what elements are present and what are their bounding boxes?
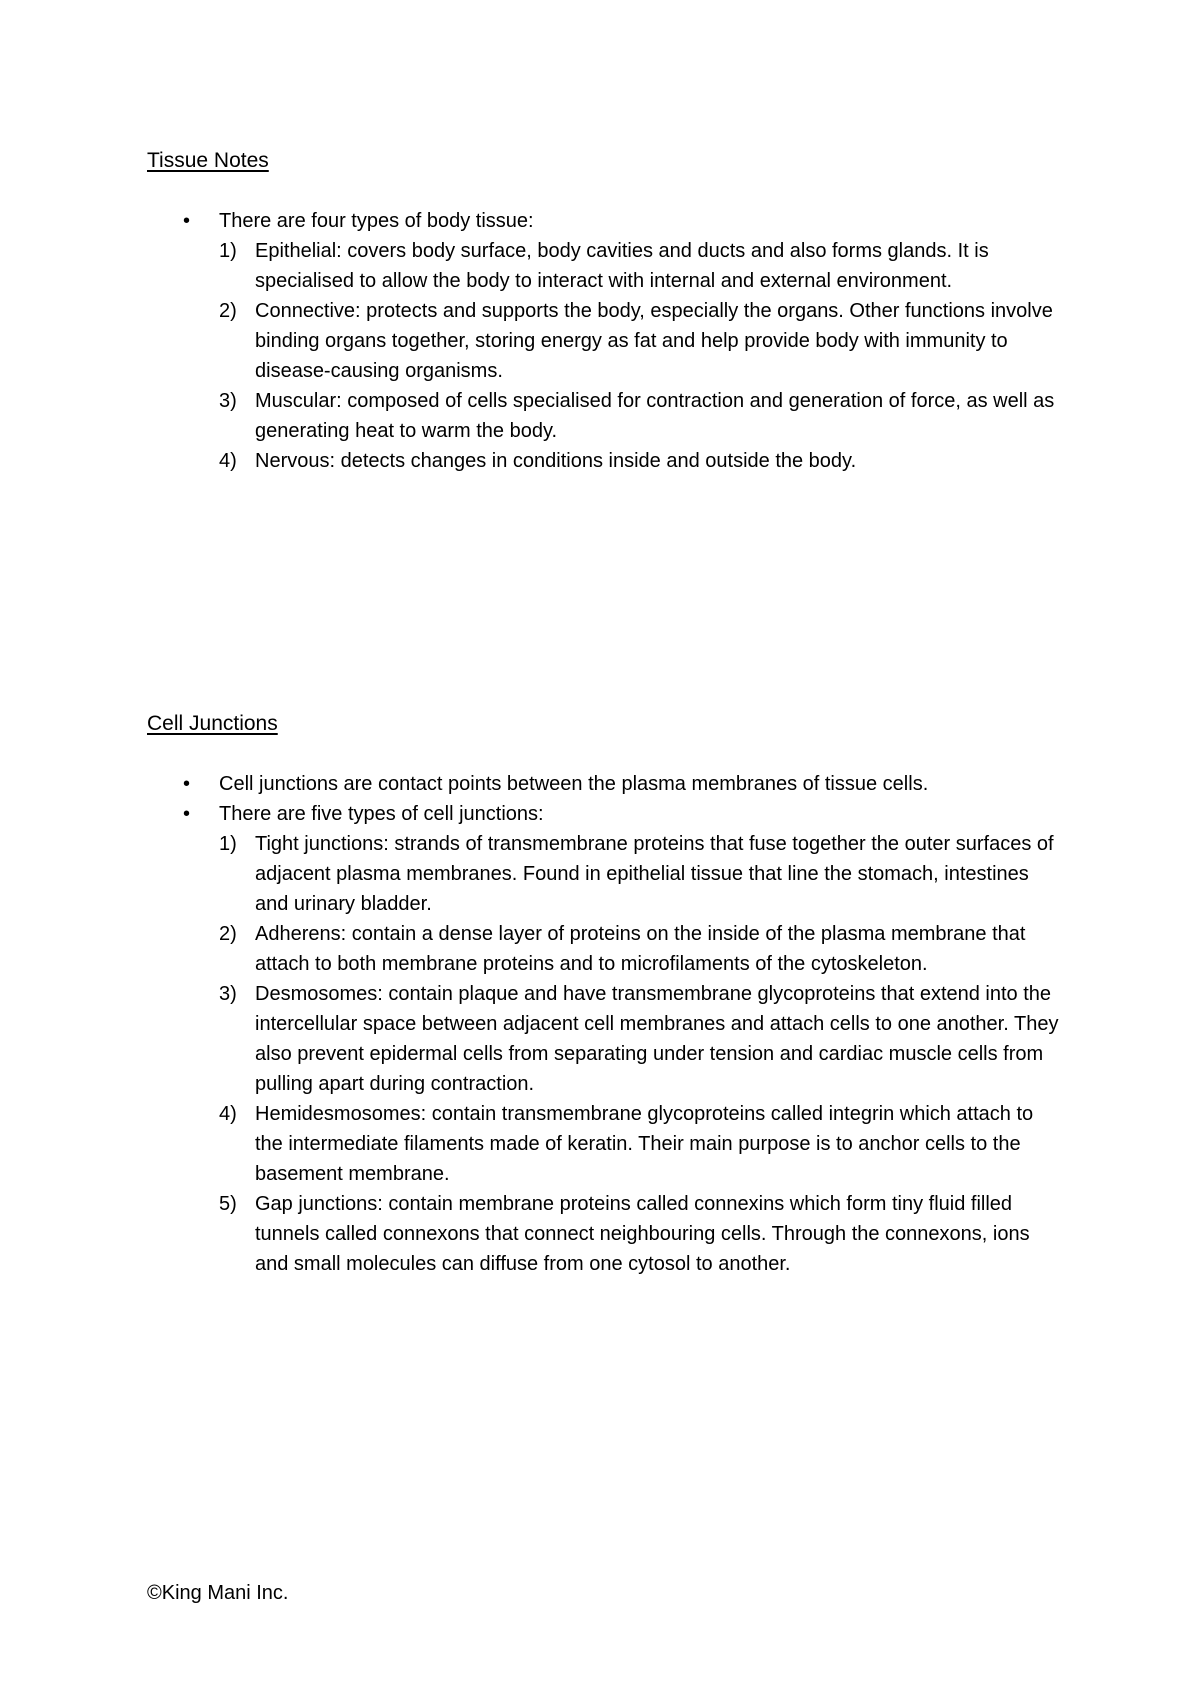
bullet-item: • Cell junctions are contact points between the plasma membranes of tissue cells. <box>147 769 1067 799</box>
list-item <box>147 446 1067 476</box>
copyright-footer: ©King Mani Inc. <box>147 1582 289 1604</box>
tissue-types-list <box>147 236 1067 476</box>
list-item-text: Epithelial: covers body surface, body cavities and ducts and also forms glands. It is specialised to allow the body to interact with internal and external environment. <box>255 240 989 292</box>
cell-junctions-section <box>147 709 1067 1279</box>
list-item <box>147 919 1067 979</box>
list-item-text: Hemidesmosomes: contain transmembrane glycoproteins called integrin which attach to the intermediate filaments made of keratin. Their main purpose is to anchor cells to the basement membrane. <box>255 1103 1034 1185</box>
tissue-notes-section <box>147 146 1067 476</box>
list-item <box>147 296 1067 386</box>
list-number: 3) <box>219 390 237 412</box>
list-item <box>147 979 1067 1099</box>
list-item-text: Desmosomes: contain plaque and have transmembrane glycoproteins that extend into the intercellular space between adjacent cell membranes and attach cells to one another. They also prevent epidermal cells from separating under tension and cardiac muscle cells from pulling apart during contraction. <box>255 983 1059 1095</box>
list-item-text: Muscular: composed of cells specialised for contraction and generation of force, as well as generating heat to warm the body. <box>255 390 1055 442</box>
cell-junctions-heading: Cell Junctions <box>147 712 278 735</box>
tissue-bullet-list <box>147 206 1067 236</box>
list-item <box>147 829 1067 919</box>
list-item-text: Adherens: contain a dense layer of proteins on the inside of the plasma membrane that attach to both membrane proteins and to microfilaments of the cytoskeleton. <box>255 923 1026 975</box>
junctions-bullet-list <box>147 769 1067 829</box>
list-item-text: Gap junctions: contain membrane proteins called connexins which form tiny fluid filled tunnels called connexons that connect neighbouring cells. Through the connexons, ions and small molecules can diffuse from one cytosol to another. <box>255 1193 1030 1275</box>
list-item-text: Nervous: detects changes in conditions inside and outside the body. <box>255 450 857 472</box>
list-number: 2) <box>219 300 237 322</box>
list-item <box>147 1189 1067 1279</box>
list-number: 2) <box>219 923 237 945</box>
list-item <box>147 1099 1067 1189</box>
junction-types-list <box>147 829 1067 1279</box>
list-item <box>147 236 1067 296</box>
list-number: 5) <box>219 1193 237 1215</box>
list-number: 4) <box>219 450 237 472</box>
tissue-notes-heading: Tissue Notes <box>147 149 269 172</box>
list-item-text: Tight junctions: strands of transmembrane proteins that fuse together the outer surfaces of adjacent plasma membranes. Found in epithelial tissue that line the stomach, intestines and urinary bladder. <box>255 833 1054 915</box>
list-number: 1) <box>219 833 237 855</box>
list-number: 3) <box>219 983 237 1005</box>
bullet-item: • There are four types of body tissue: <box>147 206 1067 236</box>
list-item-text: Connective: protects and supports the body, especially the organs. Other functions involve binding organs together, storing energy as fat and help provide body with immunity to disease-causing organisms. <box>255 300 1053 382</box>
list-number: 4) <box>219 1103 237 1125</box>
list-number: 1) <box>219 240 237 262</box>
list-item <box>147 386 1067 446</box>
bullet-item: • There are five types of cell junctions: <box>147 799 1067 829</box>
